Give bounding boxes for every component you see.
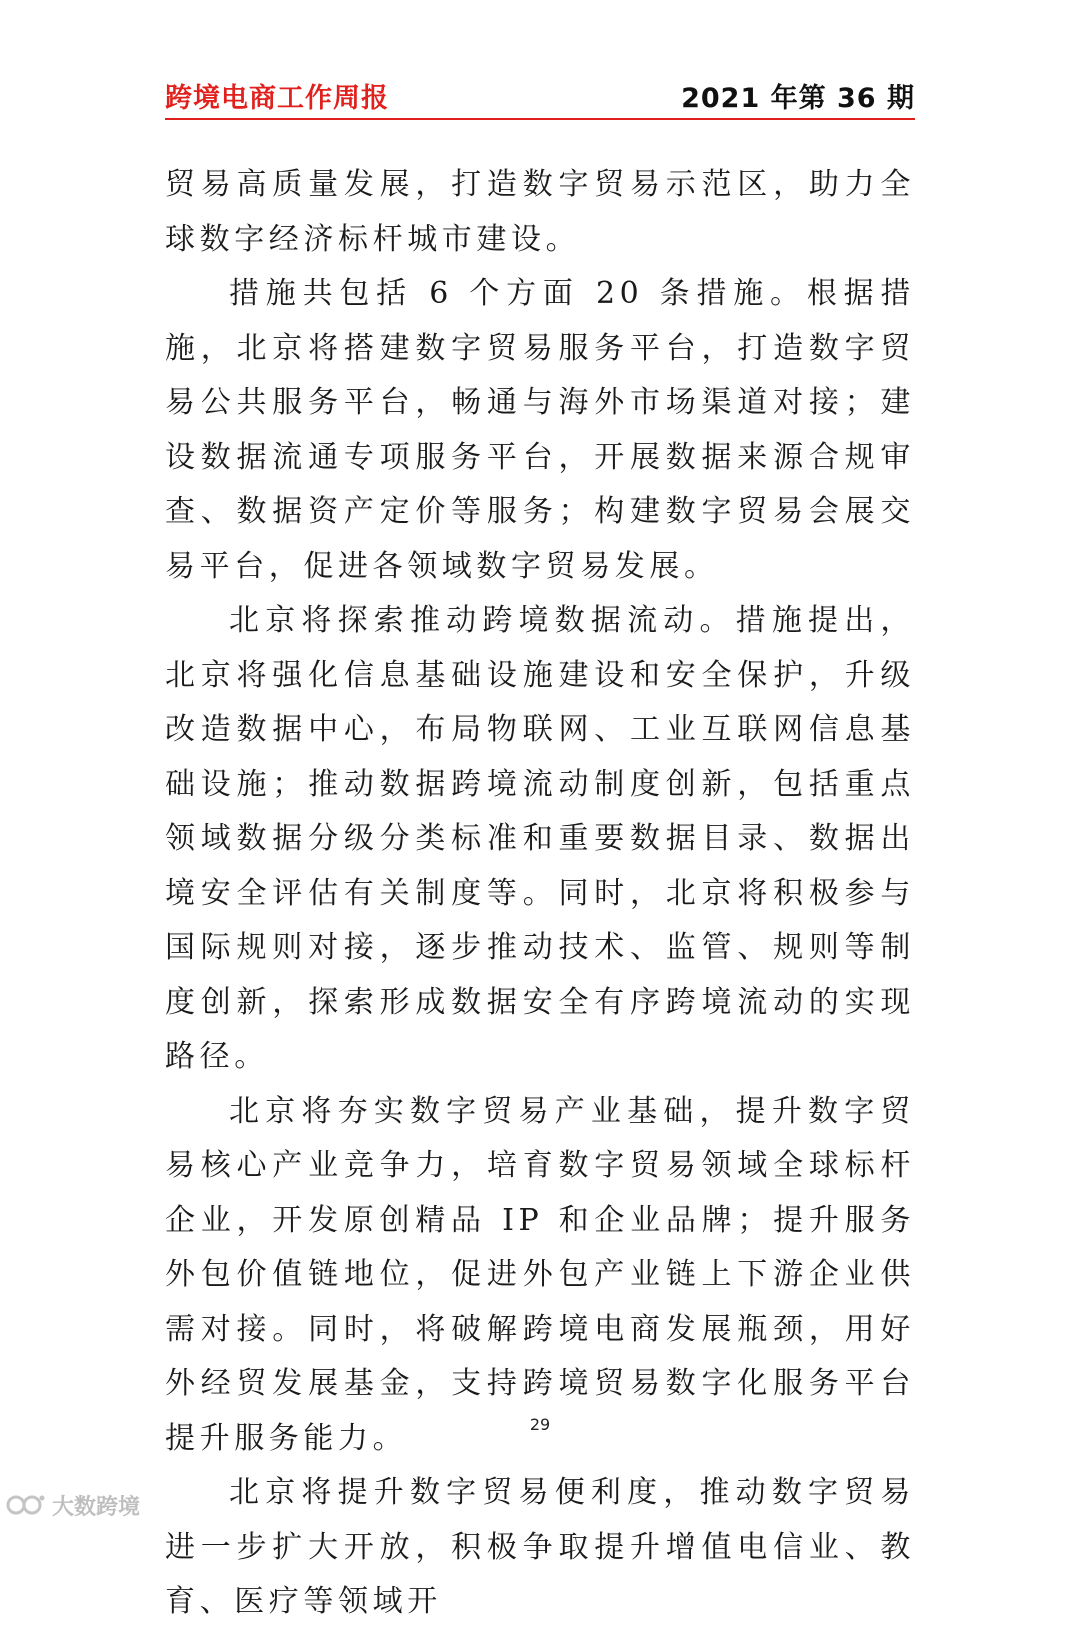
watermark (6, 1488, 140, 1522)
watermark-logo-icon (6, 1492, 46, 1518)
page-header (165, 70, 915, 116)
paragraph-5: 北京将提升数字贸易便利度，推动数字贸易进一步扩大开放，积极争取提升增值电信业、教育、医疗等领域开 (165, 1475, 915, 1619)
publication-title: 跨境电商工作周报 (165, 83, 389, 114)
watermark-text: 大数跨境 (52, 1494, 141, 1520)
article-body (165, 158, 915, 1630)
paragraph-4: 北京将夯实数字贸易产业基础，提升数字贸易核心产业竞争力，培育数字贸易领域全球标杆企业，开发原创精品 IP 和企业品牌；提升服务外包价值链地位，促进外包产业链上下游企业供需对接。同时，将破解跨境电商发展瓶颈，用好外经贸发展基金，支持跨境贸易数字化服务平台提升服务能力。 (165, 1093, 915, 1456)
paragraph-3: 北京将探索推动跨境数据流动。措施提出，北京将强化信息基础设施建设和安全保护，升级改造数据中心，布局物联网、工业互联网信息基础设施；推动数据跨境流动制度创新，包括重点领域数据分级分类标准和重要数据目录、数据出境安全评估有关制度等。同时，北京将积极参与国际规则对接，逐步推动技术、监管、规则等制度创新，探索形成数据安全有序跨境流动的实现路径。 (165, 603, 915, 1074)
page-number: 29 (529, 1415, 551, 1434)
paragraph-1: 贸易高质量发展，打造数字贸易示范区，助力全球数字经济标杆城市建设。 (165, 167, 915, 257)
issue-number: 2021 年第 36 期 (681, 83, 915, 114)
header-divider (165, 118, 915, 120)
paragraph-2: 措施共包括 6 个方面 20 条措施。根据措施，北京将搭建数字贸易服务平台，打造数字贸易公共服务平台，畅通与海外市场渠道对接；建设数据流通专项服务平台，开展数据来源合规审查、数据资产定价等服务；构建数字贸易会展交易平台，促进各领域数字贸易发展。 (165, 276, 915, 584)
